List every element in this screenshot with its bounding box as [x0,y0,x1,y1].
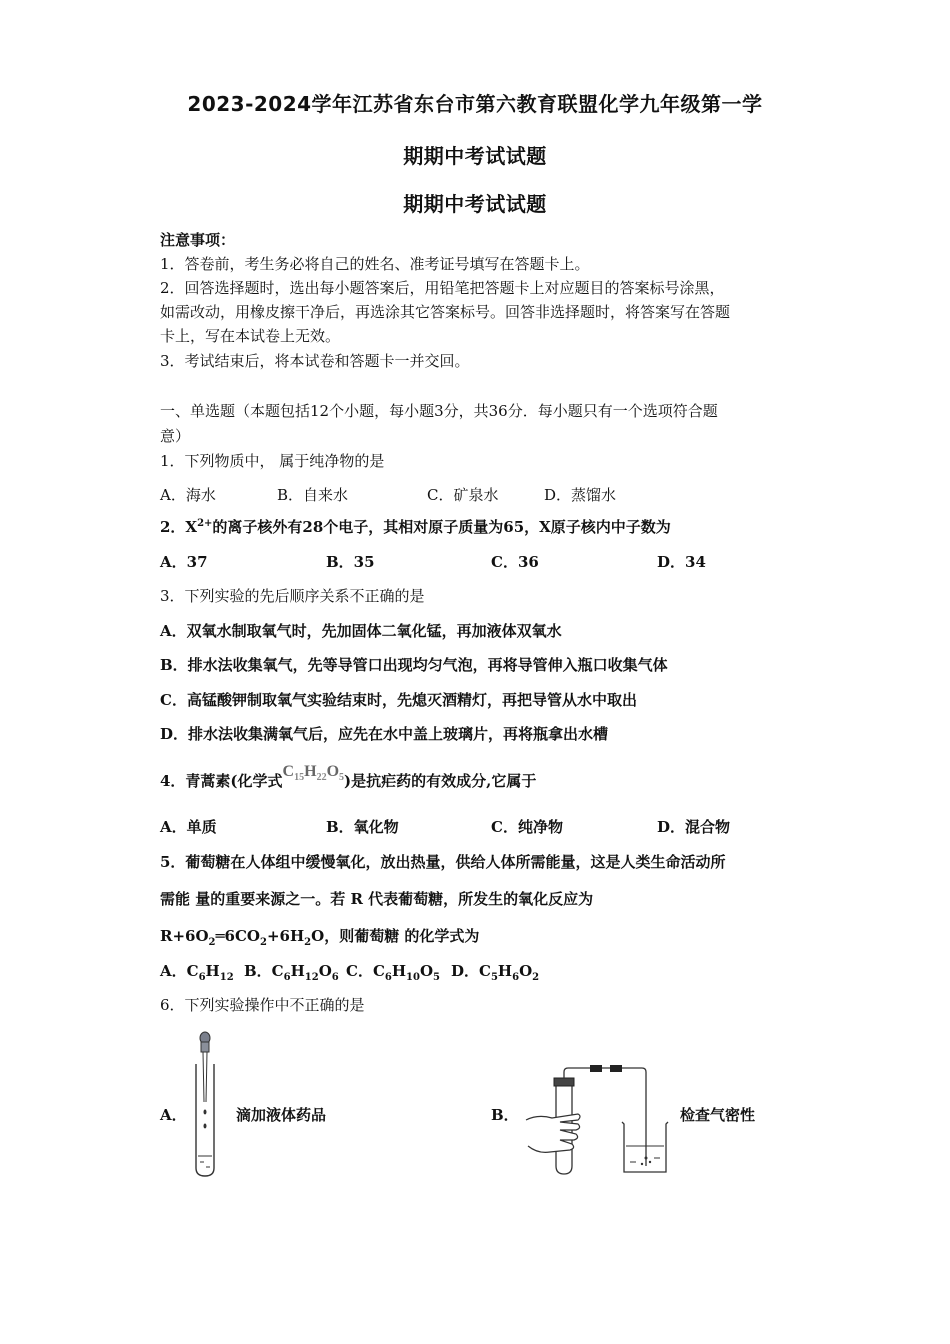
dropper-test-tube-icon [185,1030,225,1180]
q1-option-b: B．自来水 [277,486,349,504]
notice-item-2a: 2．回答选择题时，选出每小题答案后，用铅笔把答题卡上对应题目的答案标号涂黑， [160,279,725,297]
q4-option-d: D．混合物 [657,818,731,836]
q3-option-d: D．排水法收集满氧气后，应先在水中盖上玻璃片，再将瓶拿出水槽 [160,725,609,743]
notice-item-2c: 卡上，写在本试卷上无效。 [160,327,341,345]
q2-stem-pre: 2．X [160,518,198,536]
q2-stem-post: 的离子核外有28个电子，其相对原子质量为65，X原子核内中子数为 [212,518,671,536]
exam-title-line1: 2023-2024学年江苏省东台市第六教育联盟化学九年级第一学 [187,92,763,116]
q2-option-d: D．34 [657,553,706,571]
q1-stem: 1．下列物质中， 属于纯净物的是 [160,452,385,470]
q5-eq-sub1: 2 [208,937,216,948]
notice-item-1: 1．答卷前，考生务必将自己的姓名、准考证号填写在答题卡上。 [160,255,590,273]
q4-formula-c-count: 15 [294,772,305,784]
q1-option-d: D．蒸馏水 [544,486,617,504]
q5-equation [160,925,479,948]
q6-option-a-text: 滴加液体药品 [236,1106,327,1124]
q5-option-b: B．$C_6H_{12}O_6$ [244,962,339,983]
q4-option-b: B．氧化物 [326,818,399,836]
q4-formula-h: H [304,763,317,780]
q4-formula-o-count: 5 [339,772,345,784]
q2-option-c: C．36 [491,553,539,571]
q2-stem [160,516,671,537]
q3-option-a: A．双氧水制取氧气时，先加固体二氧化锰，再加液体双氧水 [160,622,562,640]
q5-eq-sub2: 2 [260,937,267,948]
q5-eq-part2: ═6CO [215,927,260,945]
notice-item-2b: 如需改动，用橡皮擦干净后，再选涂其它答案标号。回答非选择题时，将答案写在答题 [160,303,731,321]
q4-option-c: C．纯净物 [491,818,563,836]
q6-option-a-label: A． [160,1106,187,1124]
q4-stem [160,763,537,793]
q2-stem-charge: 2+ [197,518,213,529]
exam-title-line2: 期期中考试试题 [403,144,547,168]
notice-item-3: 3．考试结束后，将本试卷和答题卡一并交回。 [160,352,470,370]
q4-formula-c: C [282,763,295,780]
q5-stem-line2: 需能 量的重要来源之一。若 R 代表葡萄糖，所发生的氧化反应为 [160,890,594,908]
exam-title-line3: 期期中考试试题 [403,192,547,216]
section-heading-line2: 意） [160,427,191,445]
q5-option-c: C．$C_6H_{10}O_5$ [346,962,441,983]
airtightness-check-icon [520,1062,670,1182]
q6-option-b-label: B． [491,1106,519,1124]
q3-stem: 3．下列实验的先后顺序关系不正确的是 [160,587,425,605]
q5-eq-part4: O，则葡萄糖 的化学式为 [311,927,480,945]
q5-eq-sub3: 2 [304,937,312,948]
q6-option-b-text: 检查气密性 [680,1106,756,1124]
q5-option-d: D．$C_5H_6O_2$ [451,962,540,983]
q1-option-a: A．海水 [160,486,216,504]
q4-formula-h-count: 22 [316,772,327,784]
q4-formula-o: O [326,763,340,780]
q2-option-b: B．35 [326,553,375,571]
q3-option-c: C．高锰酸钾制取氧气实验结束时，先熄灭酒精灯，再把导管从水中取出 [160,691,637,709]
q5-eq-part3: +6H [266,927,305,945]
q3-option-b: B．排水法收集氧气，先等导管口出现均匀气泡，再将导管伸入瓶口收集气体 [160,656,668,674]
q4-formula [282,763,345,784]
section-heading-line1: 一、单选题（本题包括12个小题，每小题3分，共36分．每小题只有一个选项符合题 [160,402,718,420]
notice-heading: 注意事项： [160,231,236,249]
q5-eq-part1: R+6O [160,927,209,945]
q2-option-a: A．37 [160,553,208,571]
q1-option-c: C．矿泉水 [427,486,499,504]
q5-stem-line1: 5．葡萄糖在人体组中缓慢氧化，放出热量，供给人体所需能量，这是人类生命活动所 [160,853,726,871]
q5-option-a: A．$C_6H_{12}$ [160,962,234,983]
q4-stem-post: )是抗疟药的有效成分,它属于 [344,772,537,790]
q4-stem-pre: 4．青蒿素(化学式 [160,772,283,790]
q4-option-a: A．单质 [160,818,217,836]
q6-stem: 6．下列实验操作中不正确的是 [160,996,365,1014]
